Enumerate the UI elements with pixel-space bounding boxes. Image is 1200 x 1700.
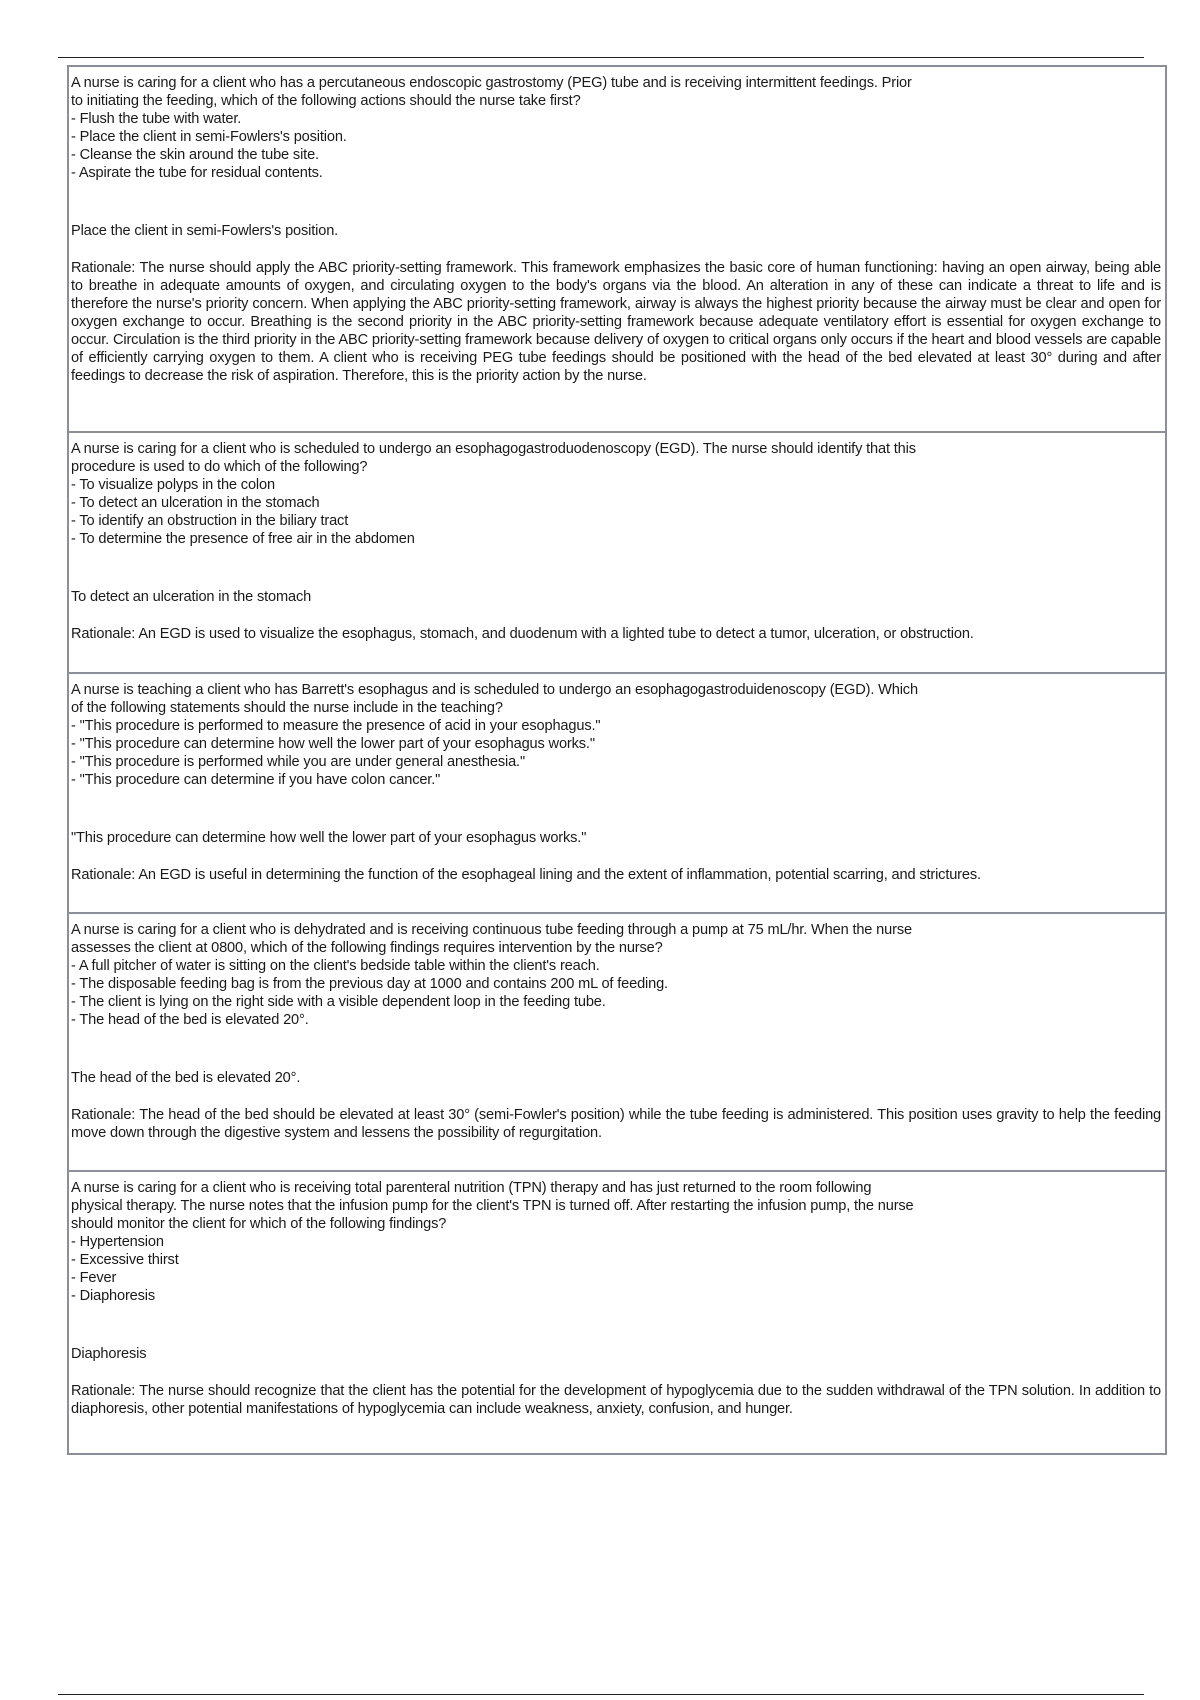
correct-answer: The head of the bed is elevated 20°. [71,1070,301,1086]
option-item: - "This procedure can determine if you have colon cancer." [71,771,1161,789]
option-item: - "This procedure is performed while you are under general anesthesia." [71,753,1161,771]
option-item: - To detect an ulceration in the stomach [71,494,1161,512]
answer-options [71,110,1161,182]
rationale-text: Rationale: The head of the bed should be elevated at least 30° (semi-Fowler's position) while the tube feeding is administered. This position uses gravity to help the feeding move down through the digestive system and lessens the possibility of regurgitation. [71,1107,1161,1141]
answer-options [71,1233,1161,1305]
rationale-text: Rationale: An EGD is useful in determining the function of the esophageal lining and the extent of inflammation, potential scarring, and strictures. [71,867,981,883]
option-item: - Diaphoresis [71,1287,1161,1305]
question-block-2 [67,431,1167,674]
question-block-5 [67,1170,1167,1455]
question-stem: A nurse is teaching a client who has Barrett's esophagus and is scheduled to undergo an esophagogastroduidenoscopy (EGD). Which of the following statements should the nurse include in the teaching? [71,682,918,716]
question-list [67,67,1167,1455]
question-stem: A nurse is caring for a client who is dehydrated and is receiving continuous tube feeding through a pump at 75 mL/hr. When the nurse assesses the client at 0800, which of the following findings requires intervention by the nurse? [71,922,912,956]
answer-options [71,476,1161,548]
option-item: - Fever [71,1269,1161,1287]
question-stem: A nurse is caring for a client who has a percutaneous endoscopic gastrostomy (PEG) tube and is receiving intermittent feedings. Prior to initiating the feeding, which of the following actions should the nurse take first? [71,75,912,109]
option-item: - Cleanse the skin around the tube site. [71,146,1161,164]
question-block-1 [67,65,1167,433]
correct-answer: "This procedure can determine how well the lower part of your esophagus works." [71,830,587,846]
option-item: - Flush the tube with water. [71,110,1161,128]
rationale-text: Rationale: The nurse should apply the ABC priority-setting framework. This framework emphasizes the basic core of human functioning: having an open airway, being able to breathe in adequate amounts of oxygen, and circulating oxygen to the body's organs via the blood. An alteration in any of these can indicate a threat to life and is therefore the nurse's priority concern. When applying the ABC priority-setting framework, airway is always the highest priority because the airway must be clear and open for oxygen exchange to occur. Breathing is the second priority in the ABC priority-setting framework because adequate ventilatory effort is essential for oxygen exchange to occur. Circulation is the third priority in the ABC priority-setting framework because delivery of oxygen to critical organs only occurs if the heart and blood vessels are capable of efficiently carrying oxygen to them. A client who is receiving PEG tube feedings should be positioned with the head of the bed elevated at least 30° during and after feedings to decrease the risk of aspiration. Therefore, this is the priority action by the nurse. [71,260,1161,384]
correct-answer: Place the client in semi-Fowlers's position. [71,223,339,239]
option-item: - To visualize polyps in the colon [71,476,1161,494]
question-stem: A nurse is caring for a client who is receiving total parenteral nutrition (TPN) therapy and has just returned to the room following physical therapy. The nurse notes that the infusion pump for the client's TPN is turned off. After restarting the infusion pump, the nurse should monitor the client for which of the following findings? [71,1180,914,1232]
bottom-rule [58,1694,1144,1695]
answer-options [71,957,1161,1029]
option-item: - To identify an obstruction in the biliary tract [71,512,1161,530]
question-block-3 [67,672,1167,914]
top-rule [58,57,1144,58]
option-item: - A full pitcher of water is sitting on the client's bedside table within the client's reach. [71,957,1161,975]
option-item: - "This procedure is performed to measure the presence of acid in your esophagus." [71,717,1161,735]
option-item: - Hypertension [71,1233,1161,1251]
option-item: - The head of the bed is elevated 20°. [71,1011,1161,1029]
option-item: - The client is lying on the right side with a visible dependent loop in the feeding tube. [71,993,1161,1011]
option-item: - To determine the presence of free air in the abdomen [71,530,1161,548]
option-item: - Place the client in semi-Fowlers's position. [71,128,1161,146]
option-item: - Aspirate the tube for residual contents. [71,164,1161,182]
correct-answer: Diaphoresis [71,1346,147,1362]
answer-options [71,717,1161,789]
option-item: - The disposable feeding bag is from the previous day at 1000 and contains 200 mL of feeding. [71,975,1161,993]
correct-answer: To detect an ulceration in the stomach [71,589,312,605]
question-stem: A nurse is caring for a client who is scheduled to undergo an esophagogastroduodenoscopy (EGD). The nurse should identify that this procedure is used to do which of the following? [71,441,916,475]
question-block-4 [67,912,1167,1172]
option-item: - Excessive thirst [71,1251,1161,1269]
rationale-text: Rationale: The nurse should recognize that the client has the potential for the development of hypoglycemia due to the sudden withdrawal of the TPN solution. In addition to diaphoresis, other potential manifestations of hypoglycemia can include weakness, anxiety, confusion, and hunger. [71,1383,1161,1417]
rationale-text: Rationale: An EGD is used to visualize the esophagus, stomach, and duodenum with a lighted tube to detect a tumor, ulceration, or obstruction. [71,626,974,642]
option-item: - "This procedure can determine how well the lower part of your esophagus works." [71,735,1161,753]
